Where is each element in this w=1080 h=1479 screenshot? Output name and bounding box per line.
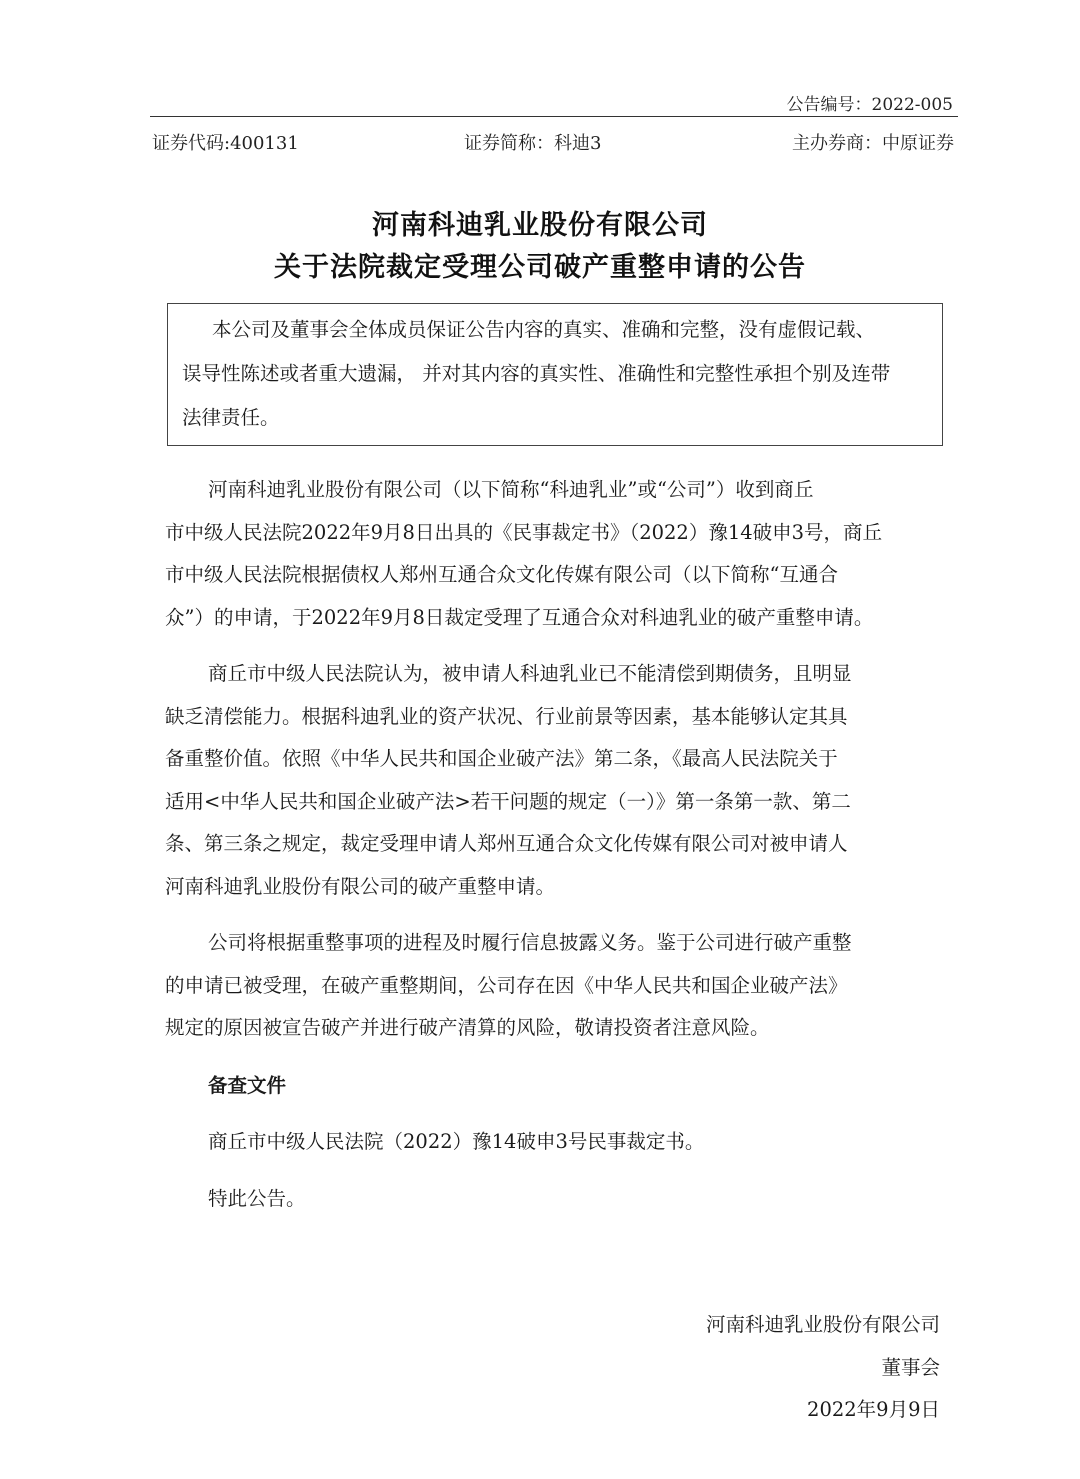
paragraph-line: 河南科迪乳业股份有限公司（以下简称“科迪乳业”或“公司”）收到商丘 xyxy=(208,478,814,501)
closing-text: 特此公告。 xyxy=(208,1187,306,1210)
paragraph-line: 河南科迪乳业股份有限公司的破产重整申请。 xyxy=(165,874,556,898)
statement-box xyxy=(167,303,943,446)
reference-item: 商丘市中级人民法院（2022）豫14破申3号民事裁定书。 xyxy=(208,1130,705,1153)
paragraph-3 xyxy=(165,922,945,1050)
paragraph-line: 条、第三条之规定，裁定受理申请人郑州互通合众文化传媒有限公司对被申请人 xyxy=(165,832,848,855)
paragraph-line: 众”）的申请，于2022年9月8日裁定受理了互通合众对科迪乳业的破产重整申请。 xyxy=(165,605,874,629)
statement-line: 本公司及董事会全体成员保证公告内容的真实、准确和完整，没有虚假记载、 xyxy=(212,318,876,341)
header-divider xyxy=(150,116,958,117)
paragraph-line: 市中级人民法院2022年9月8日出具的《民事裁定书》（2022）豫14破申3号，商丘 xyxy=(165,520,883,544)
paragraph-line: 规定的原因被宣告破产并进行破产清算的风险，敬请投资者注意风险。 xyxy=(165,1016,770,1039)
paragraph-line: 适用<中华人民共和国企业破产法>若干问题的规定（一）》第一条第一款、第二 xyxy=(165,789,851,813)
header-info-row xyxy=(152,129,954,155)
signature-date: 2022年9月9日 xyxy=(807,1398,940,1421)
paragraph-line: 的申请已被受理，在破产重整期间，公司存在因《中华人民共和国企业破产法》 xyxy=(165,973,848,997)
paragraph-1 xyxy=(165,469,945,639)
statement-line: 误导性陈述或者重大遗漏， 并对其内容的真实性、准确性和完整性承担个别及连带 xyxy=(182,362,891,385)
paragraph-line: 备重整价值。依照《中华人民共和国企业破产法》第二条，《最高人民法院关于 xyxy=(165,747,838,770)
paragraph-line: 商丘市中级人民法院认为，被申请人科迪乳业已不能清偿到期债务，且明显 xyxy=(208,662,852,685)
paragraph-line: 缺乏清偿能力。根据科迪乳业的资产状况、行业前景等因素，基本能够认定其具 xyxy=(165,704,848,728)
paragraph-2 xyxy=(165,653,945,908)
paragraph-line: 市中级人民法院根据债权人郑州互通合众文化传媒有限公司（以下简称“互通合 xyxy=(165,563,838,586)
stock-code: 证券代码:400131 xyxy=(152,133,299,154)
statement-line: 法律责任。 xyxy=(182,406,280,429)
paragraph-line: 公司将根据重整事项的进程及时履行信息披露义务。鉴于公司进行破产重整 xyxy=(208,931,852,954)
signature-board: 董事会 xyxy=(881,1356,940,1379)
broker: 主办券商：中原证券 xyxy=(792,133,954,154)
title-company: 河南科迪乳业股份有限公司 xyxy=(372,210,708,241)
signature-company: 河南科迪乳业股份有限公司 xyxy=(705,1313,940,1336)
title-subject: 关于法院裁定受理公司破产重整申请的公告 xyxy=(274,252,806,283)
notice-number: 公告编号：2022-005 xyxy=(786,95,953,115)
reference-heading: 备查文件 xyxy=(208,1074,287,1097)
stock-name: 证券简称：科迪3 xyxy=(464,133,602,154)
